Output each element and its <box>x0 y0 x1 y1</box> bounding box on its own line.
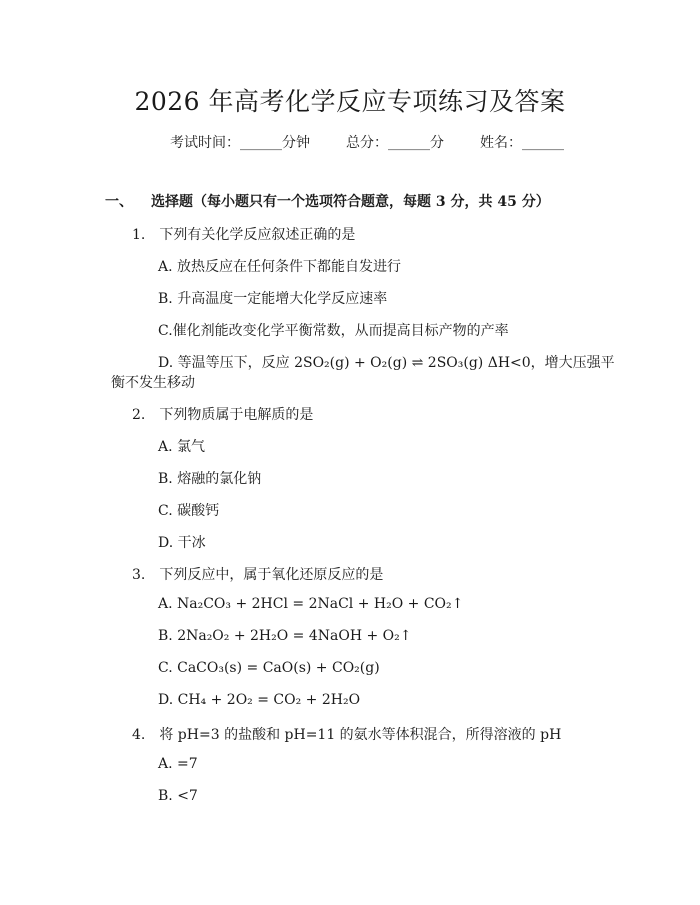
question-2 <box>132 404 313 424</box>
option-1b: B. 升高温度一定能增大化学反应速率 <box>158 291 388 307</box>
total-score-field: 总分：______分 <box>346 135 444 151</box>
question-stem: 下列反应中，属于氧化还原反应的是 <box>159 567 384 583</box>
option-3c: C. CaCO₃(s) = CaO(s) + CO₂(g) <box>158 660 380 676</box>
option-2b: B. 熔融的氯化钠 <box>158 471 262 487</box>
option-4b: B. <7 <box>158 788 198 804</box>
question-1 <box>132 224 355 244</box>
option-3d: D. CH₄ + 2O₂ = CO₂ + 2H₂O <box>158 692 361 708</box>
exam-info-line <box>170 132 564 152</box>
question-stem: 将 pH=3 的盐酸和 pH=11 的氨水等体积混合，所得溶液的 pH <box>159 727 562 743</box>
option-1d-continuation: 衡不发生移动 <box>111 375 195 391</box>
question-number: 2. <box>132 407 146 423</box>
option-3b: B. 2Na₂O₂ + 2H₂O = 4NaOH + O₂↑ <box>158 628 412 644</box>
student-name-field: 姓名：______ <box>480 135 564 151</box>
option-4a: A. =7 <box>158 756 198 772</box>
option-1a: A. 放热反应在任何条件下都能自发进行 <box>158 259 402 275</box>
question-3 <box>132 564 383 584</box>
question-number: 3. <box>132 567 146 583</box>
exam-time-field: 考试时间：______分钟 <box>170 135 310 151</box>
section-number: 一、 <box>105 194 133 210</box>
option-2d: D. 干冰 <box>158 535 206 551</box>
question-number: 4. <box>132 727 146 743</box>
option-1d: D. 等温等压下，反应 2SO₂(g) + O₂(g) ⇌ 2SO₃(g) ΔH<0，增大压强平 <box>158 355 615 371</box>
section-title: 选择题（每小题只有一个选项符合题意，每题 3 分，共 45 分） <box>151 194 550 210</box>
question-number: 1. <box>132 227 146 243</box>
option-2c: C. 碳酸钙 <box>158 503 220 519</box>
document-title: 2026 年高考化学反应专项练习及答案 <box>134 87 566 116</box>
option-3a: A. Na₂CO₃ + 2HCl = 2NaCl + H₂O + CO₂↑ <box>158 596 464 612</box>
option-2a: A. 氯气 <box>158 439 206 455</box>
question-stem: 下列有关化学反应叙述正确的是 <box>159 227 356 243</box>
option-1c: C.催化剂能改变化学平衡常数，从而提高目标产物的产率 <box>158 323 509 339</box>
section-heading <box>105 191 550 211</box>
question-stem: 下列物质属于电解质的是 <box>159 407 314 423</box>
question-4 <box>132 724 561 744</box>
